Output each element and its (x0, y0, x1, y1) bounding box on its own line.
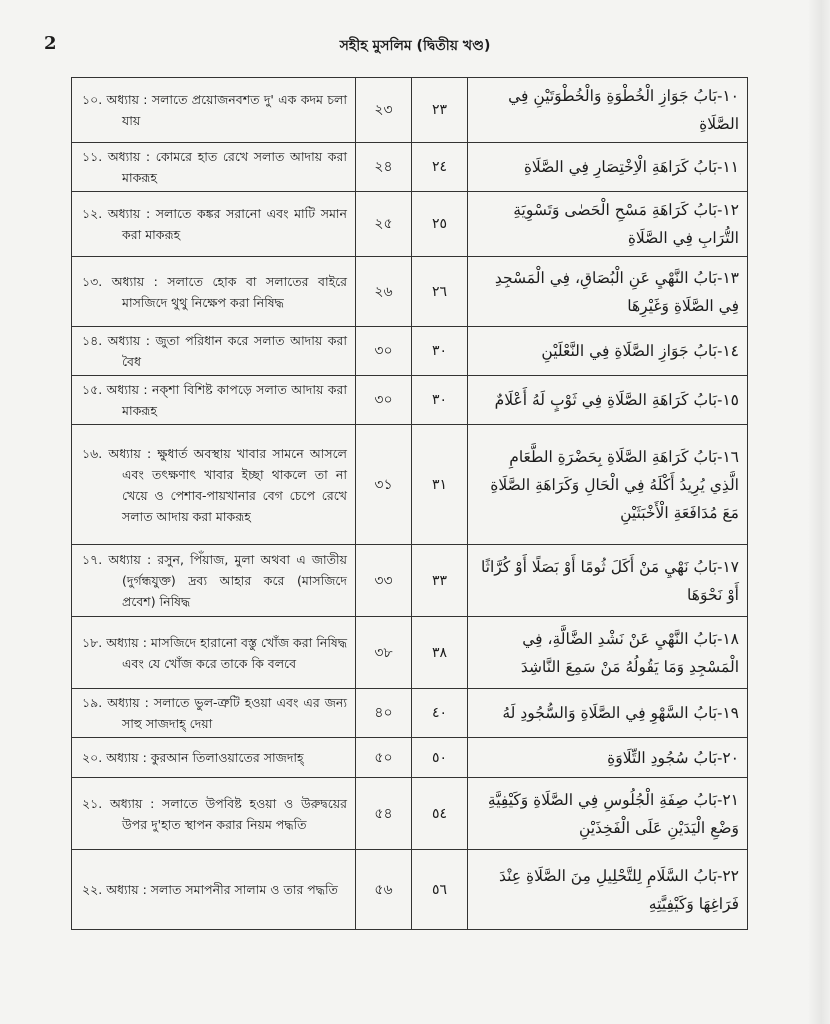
chapter-title-bengali: ২১. অধ্যায় : সলাতে উপবিষ্ট হওয়া ও উরুদ্বয়ের উপর দু'হাত স্থাপন করার নিয়ম পদ্ধতি (72, 778, 356, 850)
chapter-title-bengali: ১৪. অধ্যায় : জুতা পরিধান করে সলাত আদায় করা বৈধ (72, 327, 356, 376)
chapter-title-bengali: ১০. অধ্যায় : সলাতে প্রয়োজনবশত দু' এক কদম চলা যায় (72, 78, 356, 143)
chapter-title-bengali: ১১. অধ্যায় : কোমরে হাত রেখে সলাত আদায় করা মাকরূহ (72, 143, 356, 192)
chapter-title-bengali: ২০. অধ্যায় : কুরআন তিলাওয়াতের সাজদাহ্ (72, 738, 356, 778)
page-number: 2 (44, 33, 57, 54)
toc-row (72, 257, 748, 327)
toc-row (72, 143, 748, 192)
table-of-contents (71, 77, 748, 930)
toc-row (72, 192, 748, 257)
page-number-bengali: ৫০ (356, 738, 412, 778)
chapter-title-bengali: ১৭. অধ্যায় : রসুন, পিঁয়াজ, মুলা অথবা এ জাতীয় (দুর্গন্ধযুক্ত) দ্রব্য আহার করে (মাসজিদে প্রবেশ) নিষিদ্ধ (72, 545, 356, 617)
page-number-bengali: ২৪ (356, 143, 412, 192)
chapter-title-arabic: ٢٢-بَابُ السَّلَامِ لِلتَّحْلِيلِ مِنَ الصَّلَاةِ عِنْدَ فَرَاغِهَا وَكَيْفِيَّتِهِ (468, 850, 748, 930)
toc-row (72, 376, 748, 425)
page-number-arabic: ٢٤ (412, 143, 468, 192)
chapter-title-arabic: ١٧-بَابُ نَهْيِ مَنْ أَكَلَ ثُومًا أَوْ بَصَلًا أَوْ كُرَّاثًا أَوْ نَحْوَهَا (468, 545, 748, 617)
chapter-title-arabic: ١٩-بَابُ السَّهْوِ فِي الصَّلَاةِ وَالسُّجُودِ لَهُ (468, 689, 748, 738)
chapter-title-bengali: ১৩. অধ্যায় : সলাতে হোক বা সলাতের বাইরে মাসজিদে থুথু নিক্ষেপ করা নিষিদ্ধ (72, 257, 356, 327)
chapter-title-arabic: ١٣-بَابُ النَّهْيِ عَنِ الْبُصَاقِ، فِي الْمَسْجِدِ فِي الصَّلَاةِ وَغَيْرِهَا (468, 257, 748, 327)
chapter-title-arabic: ١٢-بَابُ كَرَاهَةِ مَسْحِ الْحَصٰى وَتَسْوِيَةِ التُّرَابِ فِي الصَّلَاةِ (468, 192, 748, 257)
page-number-bengali: ৩১ (356, 425, 412, 545)
page-number-arabic: ٥٠ (412, 738, 468, 778)
running-title: সহীহ মুসলিম (দ্বিতীয় খণ্ড) (339, 38, 491, 54)
page-number-bengali: ৪০ (356, 689, 412, 738)
toc-row (72, 425, 748, 545)
chapter-title-arabic: ٢٠-بَابُ سُجُودِ التِّلَاوَةِ (468, 738, 748, 778)
chapter-title-bengali: ২২. অধ্যায় : সলাত সমাপনীর সালাম ও তার পদ্ধতি (72, 850, 356, 930)
chapter-title-bengali: ১৬. অধ্যায় : ক্ষুধার্ত অবস্থায় খাবার সামনে আসলে এবং তৎক্ষণাৎ খাবার ইচ্ছা থাকলে তা না খেয়ে ও পেশাব-পায়খানার বেগ চেপে রেখে সলাত আদায় করা মাকরূহ (72, 425, 356, 545)
chapter-title-bengali: ১২. অধ্যায় : সলাতে কঙ্কর সরানো এবং মাটি সমান করা মাকরূহ (72, 192, 356, 257)
chapter-title-arabic: ١٠-بَابُ جَوَازِ الْخُطْوَةِ وَالْخُطْوَتَيْنِ فِي الصَّلَاةِ (468, 78, 748, 143)
page-number-bengali: ৫৬ (356, 850, 412, 930)
page-number-arabic: ٣٠ (412, 376, 468, 425)
toc-row (72, 617, 748, 689)
chapter-title-arabic: ١٨-بَابُ النَّهْيِ عَنْ نَشْدِ الضَّالَّةِ، فِي الْمَسْجِدِ وَمَا يَقُولُهُ مَنْ سَمِعَ النَّاشِدَ (468, 617, 748, 689)
page-number-arabic: ٢٦ (412, 257, 468, 327)
page-edge-shadow (808, 0, 830, 1024)
page-number-arabic: ٣١ (412, 425, 468, 545)
toc-row (72, 738, 748, 778)
page-number-bengali: ৩০ (356, 376, 412, 425)
page-number-bengali: ২৬ (356, 257, 412, 327)
page-number-arabic: ٥٤ (412, 778, 468, 850)
page-number-bengali: ৩৩ (356, 545, 412, 617)
toc-row (72, 778, 748, 850)
page-number-arabic: ٤٠ (412, 689, 468, 738)
page-number-arabic: ٢٥ (412, 192, 468, 257)
page-number-arabic: ٣٠ (412, 327, 468, 376)
page-number-bengali: ২৫ (356, 192, 412, 257)
page-number-arabic: ٥٦ (412, 850, 468, 930)
toc-row (72, 689, 748, 738)
chapter-title-arabic: ١١-بَابُ كَرَاهَةِ الْاِخْتِصَارِ فِي الصَّلَاةِ (468, 143, 748, 192)
chapter-title-bengali: ১৯. অধ্যায় : সলাতে ভুল-ত্রুটি হওয়া এবং এর জন্য সাহু সাজদাহ্ দেয়া (72, 689, 356, 738)
page-number-arabic: ٣٣ (412, 545, 468, 617)
toc-row (72, 78, 748, 143)
page-number-bengali: ৩৮ (356, 617, 412, 689)
toc-row (72, 850, 748, 930)
chapter-title-arabic: ١٤-بَابُ جَوَازِ الصَّلَاةِ فِي النَّعْلَيْنِ (468, 327, 748, 376)
chapter-title-arabic: ١٦-بَابُ كَرَاهَةِ الصَّلَاةِ بِحَضْرَةِ الطَّعَامِ الَّذِي يُرِيدُ أَكْلَهُ فِي الْحَالِ وَكَرَاهَةِ الصَّلَاةِ مَعَ مُدَافَعَةِ الْأَخْبَثَيْنِ (468, 425, 748, 545)
toc-row (72, 545, 748, 617)
page-number-bengali: ৩০ (356, 327, 412, 376)
page-number-arabic: ٣٨ (412, 617, 468, 689)
page-number-arabic: ٢٣ (412, 78, 468, 143)
chapter-title-bengali: ১৮. অধ্যায় : মাসজিদে হারানো বস্তু খোঁজ করা নিষিদ্ধ এবং যে খোঁজ করে তাকে কি বলবে (72, 617, 356, 689)
page-number-bengali: ৫৪ (356, 778, 412, 850)
chapter-title-arabic: ٢١-بَابُ صِفَةِ الْجُلُوسِ فِي الصَّلَاةِ وَكَيْفِيَّةِ وَضْعِ الْيَدَيْنِ عَلَى الْفَخِذَيْنِ (468, 778, 748, 850)
toc-row (72, 327, 748, 376)
page-number-bengali: ২৩ (356, 78, 412, 143)
chapter-title-bengali: ১৫. অধ্যায় : নক্শা বিশিষ্ট কাপড়ে সলাত আদায় করা মাকরূহ (72, 376, 356, 425)
chapter-title-arabic: ١٥-بَابُ كَرَاهَةِ الصَّلَاةِ فِي ثَوْبٍ لَهُ أَعْلَامٌ (468, 376, 748, 425)
